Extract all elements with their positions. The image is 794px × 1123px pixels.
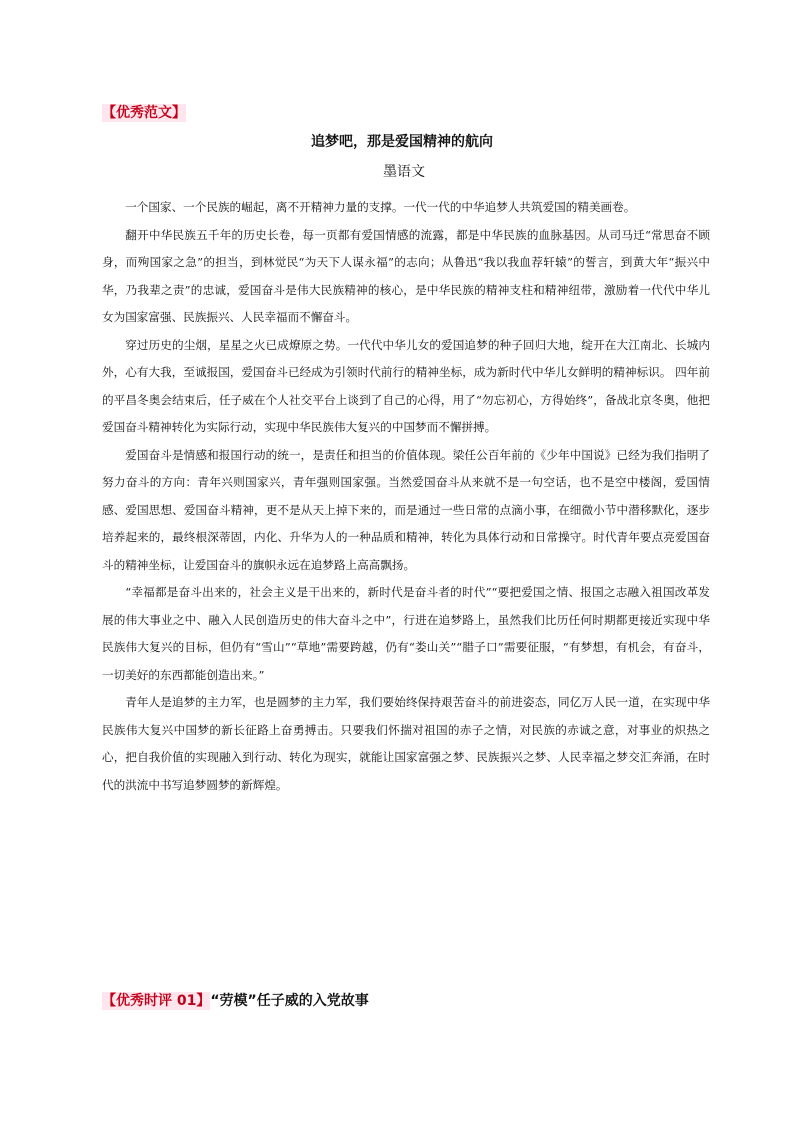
essay-author: 墨语文	[383, 164, 425, 180]
essay-section-label: 【优秀范文】	[102, 105, 186, 121]
essay-paragraph: 青年人是追梦的主力军，也是圆梦的主力军，我们要始终保持艰苦奋斗的前进姿态，同亿万人民一道，在实现中华民族伟大复兴中国梦的新长征路上奋勇搏击。只要我们怀揣对祖国的赤子之情，对民族的赤诚之意，对事业的炽热之心，把自我价值的实现融入到行动、转化为现实，就能让国家富强之梦、民族振兴之梦、人民幸福之梦交汇奔涌，在时代的洪流中书写追梦圆梦的新辉煌。	[102, 695, 710, 792]
commentary-section-label: 【优秀时评 01】	[102, 993, 211, 1009]
essay-title: 追梦吧，那是爱国精神的航向	[311, 134, 493, 150]
essay-paragraph: 翻开中华民族五千年的历史长卷，每一页都有爱国情感的流露，都是中华民族的血脉基因。从司马迁“常思奋不顾身，而殉国家之急”的担当，到林觉民“为天下人谋永福”的志向；从鲁迅“我以我血荐轩辕”的誓言，到黄大年“振兴中华，乃我辈之责”的忠诚，爱国奋斗是伟大民族精神的核心，是中华民族的精神支柱和精神纽带，激励着一代代中华儿女为国家富强、民族振兴、人民幸福而不懈奋斗。	[102, 227, 710, 324]
essay-paragraph: “幸福都是奋斗出来的，社会主义是干出来的，新时代是奋斗者的时代”“要把爱国之情、报国之志融入祖国改革发展的伟大事业之中、融入人民创造历史的伟大奋斗之中”，行进在追梦路上，虽然我们比历任何时期都更接近实现中华民族伟大复兴的目标，但仍有“雪山”“草地”需要跨越，仍有“娄山关”“腊子口”需要征服，“有梦想，有机会，有奋斗，一切美好的东西都能创造出来。”	[102, 585, 710, 682]
essay-paragraph: 穿过历史的尘烟，星星之火已成燎原之势。一代代中华儿女的爱国追梦的种子回归大地，绽开在大江南北、长城内外，心有大我，至诚报国，爱国奋斗已经成为引领时代前行的精神坐标，成为新时代中华儿女鲜明的精神标识。 四年前的平昌冬奥会结束后，任子威在个人社交平台上谈到了自己的心得，用了“勿忘初心，方得始终”，备战北京冬奥，他把爱国奋斗精神转化为实际行动，实现中华民族伟大复兴的中国梦而不懈拼搏。	[102, 337, 710, 434]
commentary-title: “劳模”任子威的入党故事	[210, 993, 369, 1009]
essay-paragraph: 爱国奋斗是情感和报国行动的统一，是责任和担当的价值体现。梁任公百年前的《少年中国说》已经为我们指明了努力奋斗的方向：青年兴则国家兴，青年强则国家强。当然爱国奋斗从来就不是一句空话，也不是空中楼阁，爱国情感、爱国思想、爱国奋斗精神，更不是从天上掉下来的，而是通过一些日常的点滴小事，在细微小节中潜移默化，逐步培养起来的，最终根深蒂固，内化、升华为人的一种品质和精神，转化为具体行动和日常操守。时代青年要点亮爱国奋斗的精神坐标，让爱国奋斗的旗帜永远在追梦路上高高飘扬。	[102, 447, 710, 572]
commentary-section-heading	[102, 992, 369, 1010]
essay-section-tag	[102, 104, 186, 122]
essay-body	[102, 194, 710, 799]
essay-paragraph: 一个国家、一个民族的崛起，离不开精神力量的支撑。一代一代的中华追梦人共筑爱国的精美画卷。	[125, 200, 636, 214]
